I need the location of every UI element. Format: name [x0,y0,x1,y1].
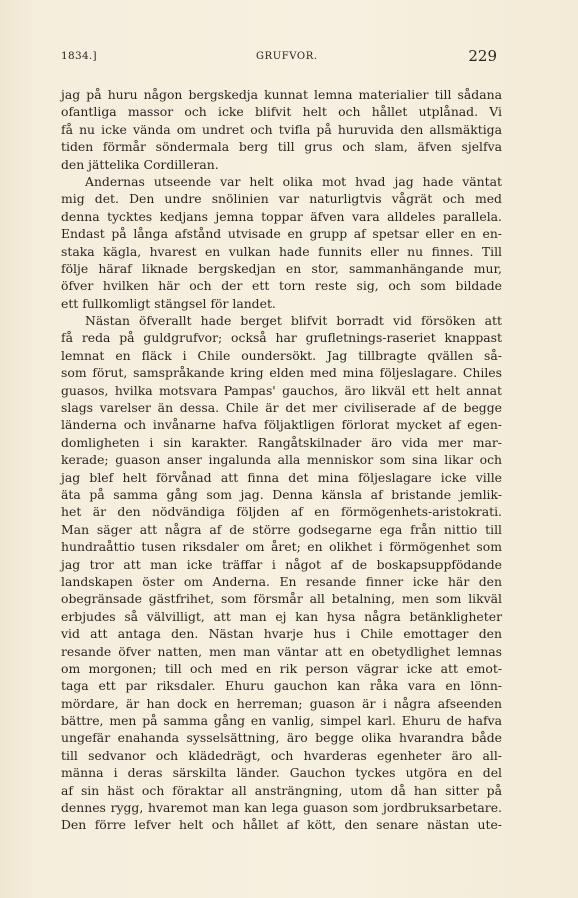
text-line: domligheten i sin karakter. Rangåtskilnader äro vida mer mar- [61,434,502,450]
text-line: männa i deras särskilta länder. Gauchon tyckes utgöra en del [61,765,502,781]
text-line: Andernas utseende var helt olika mot hvad jag hade väntat [85,173,502,189]
text-line: länderna och invånarne hafva följaktligen förlorat mycket af egen- [61,417,502,433]
text-line: ett fullkomligt stängsel för landet. [61,295,276,311]
text-line: få nu icke vända om undret och tvifla på huruvida den allsmäktiga [61,121,502,137]
text-line: vid att antaga den. Nästan hvarje hus i Chile emottager den [61,626,502,642]
text-line: jag blef helt förvånad att finna det mina följeslagare icke ville [61,469,502,485]
text-line: af sin häst och föraktar all ansträngning, utom då han sitter på [61,782,502,798]
text-line: som förut, samspråkande kring elden med mina följeslagare. Chiles [61,365,502,381]
text-line: kerade; guason anser ingalunda alla menniskor som sina likar och [61,452,502,468]
text-line: jag på huru någon bergskedja kunnat lemna materialier till sådana [61,87,502,102]
text-line: het är den nödvändiga följden af en förmögenhets-aristokrati. [61,504,502,520]
text-line: staka kägla, hvarest en vulkan hade funnits eller nu finnes. Till [61,243,502,259]
text-line: dennes rygg, hvaremot man kan lega guason som jordbruksarbetare. [61,800,502,816]
body-text [61,86,502,834]
text-line: Man säger att några af de större godsegarne ega från nittio till [61,521,502,537]
text-line: den jättelika Cordilleran. [61,156,219,172]
text-line: äta på samma gång som jag. Denna känsla af bristande jemlik- [61,486,502,502]
text-line: om morgonen; till och med en rik person vägrar icke att emot- [61,660,502,676]
text-line: lemnat en fläck i Chile oundersökt. Jag tillbragte qvällen så- [61,347,502,363]
text-line: jag tror att man icke träffar i något af de boskapsuppfödande [61,556,502,572]
text-line: följe häraf liknade bergskedjan en stor, sammanhängande mur, [61,260,502,276]
page-number: 229 [468,47,497,65]
text-line: bättre, men på samma gång en vanlig, simpel karl. Ehuru de hafva [61,713,502,729]
header-year: 1834.] [61,50,97,62]
text-line: tiden förmår söndermala berg till grus och slam, äfven sjelfva [61,139,502,155]
text-line: få reda på guldgrufvor; också har grufletnings-raseriet knappast [61,330,502,346]
text-line: resande öfver natten, men man väntar att en obetydlighet lemnas [61,643,502,659]
text-line: till sedvanor och klädedrägt, och hvarderas egenheter äro all- [61,747,502,763]
text-line: taga ett par riksdaler. Ehuru gauchon kan råka vara en lönn- [61,678,502,694]
text-line: denna tycktes kedjans jemna toppar äfven vara alldeles parallela. [61,208,502,224]
text-line: erbjudes så välvilligt, att man ej kan hysa några betänkligheter [61,608,502,624]
header-title: GRUFVOR. [256,51,318,62]
text-line: hundraåttio tusen riksdaler om året; en olikhet i förmögenhet som [61,539,502,555]
text-line: slags varelser än dessa. Chile är det mer civiliserade af de begge [61,400,502,416]
text-line: landskapen öster om Anderna. En resande finner icke här den [61,573,502,589]
text-line: mördare, är han dock en herreman; guason är i några afseenden [61,695,502,711]
text-line: obegränsade gästfrihet, som försmår all betalning, men som likväl [61,591,502,607]
text-line: guasos, hvilka motsvara Pampas' gauchos, äro likväl ett helt annat [61,382,502,398]
text-line: mig det. Den undre snölinien var naturligtvis vågrät och med [61,191,502,207]
text-line: Den förre lefver helt och hållet af kött, den senare nästan ute- [61,817,502,833]
text-line: ofantliga massor och icke blifvit helt och hållet utplånad. Vi [61,104,502,120]
text-line: ungefär enahanda sysselsättning, äro begge olika hvarandra både [61,730,502,746]
running-header [61,47,497,68]
text-line: öfver hvilken här och der ett torn reste sig, och som bildade [61,278,502,294]
text-line: Nästan öfverallt hade berget blifvit borradt vid försöken att [85,313,502,329]
text-line: Endast på långa afstånd utvisade en grupp af spetsar eller en en- [61,226,502,242]
